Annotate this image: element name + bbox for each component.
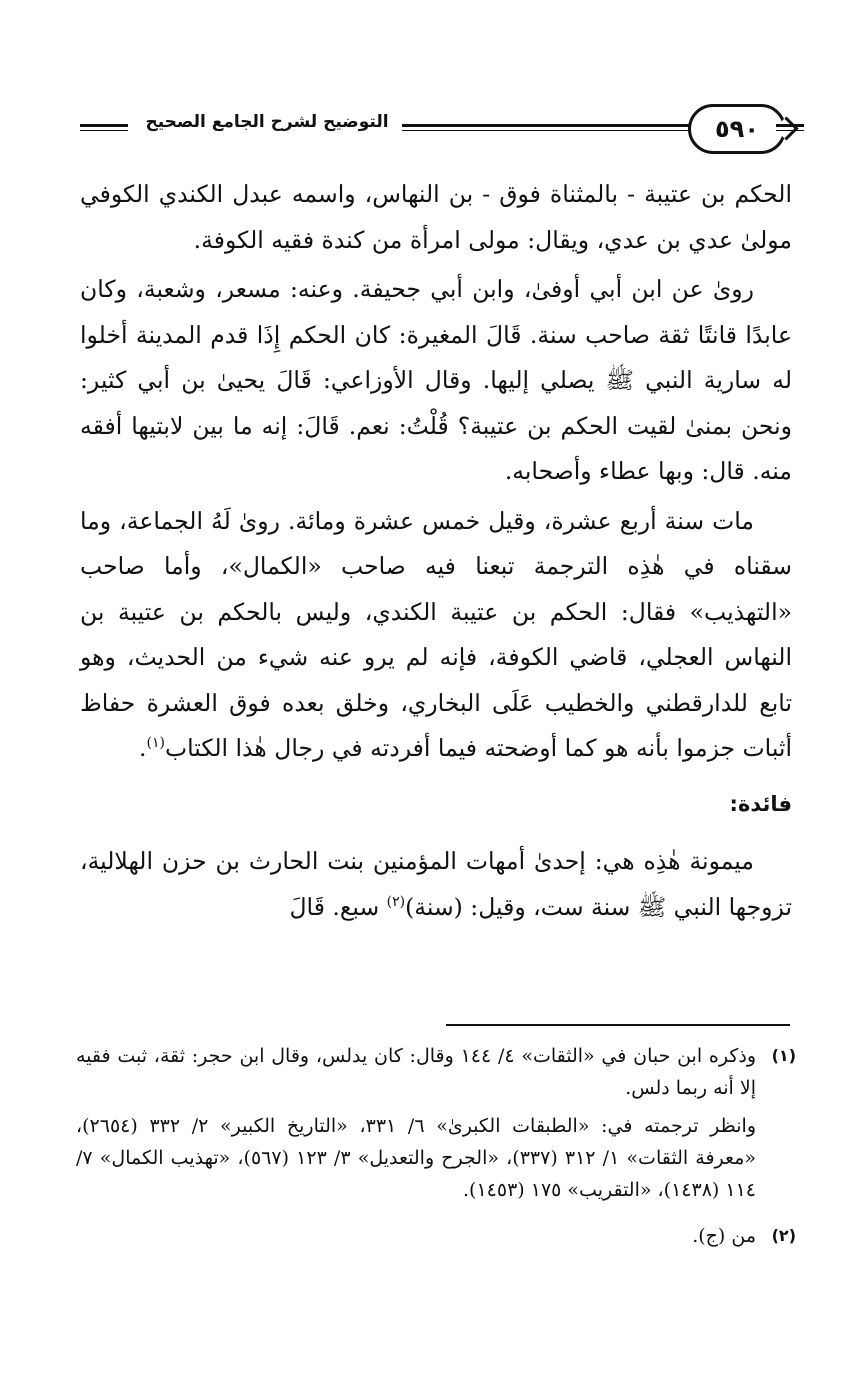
paragraph-4-end: سبع. قَالَ [289, 892, 387, 921]
paragraph-3 [80, 499, 792, 772]
footnote-ref-1[interactable]: (١) [146, 735, 165, 752]
footnotes [76, 1040, 796, 1266]
footnote-paragraph: وانظر ترجمته في: «الطبقات الكبرىٰ» ٦/ ٣٣١، «التاريخ الكبير» ٢/ ٣٣٢ (٢٦٥٤)، «معرفة الثقات» ١/ ٣١٢ (٣٣٧)، «الجرح والتعديل» ٣/ ١٢٣ (٥٦٧)، «تهذيب الكمال» ٧/ ١١٤ (١٤٣٨)، «التقريب» ١٧٥ (١٤٥٣). [76, 1115, 757, 1201]
paragraph-1: الحكم بن عتيبة - بالمثناة فوق - بن النهاس، واسمه عبدل الكندي الكوفي مولىٰ عدي بن عدي، ويقال: مولى امرأة من كندة فقيه الكوفة. [80, 180, 792, 254]
footnote-number: (٢) [771, 1226, 796, 1245]
running-title: التوضيح لشرح الجامع الصحيح [145, 112, 389, 132]
footnote-ref-2[interactable]: (٢) [386, 893, 406, 910]
header-rule-middle [402, 124, 708, 131]
paragraph-2: رویٰ عن ابن أبي أوفیٰ، وابن أبي جحيفة. وعنه: مسعر، وشعبة، وكان عابدًا قانتًا ثقة صاحب سنة. قَالَ المغيرة: كان الحكم إِذَا قدم المدينة أخلوا له سارية النبي ﷺ يصلي إليها. وقال الأوزاعي: قَالَ يحيىٰ بن أبي كثير: ونحن بمنىٰ لقيت الحكم بن عتيبة؟ قُلْتُ: نعم. قَالَ: إنه ما بين لابتيها أفقه منه. قال: وبها عطاء وأصحابه. [80, 275, 792, 485]
footnote-number: (١) [771, 1046, 796, 1065]
main-text [80, 172, 792, 934]
footnote-separator [446, 1024, 790, 1026]
footnote-body [76, 1220, 756, 1258]
footnote-1 [76, 1040, 796, 1212]
footnote-paragraph: من (ج). [692, 1225, 756, 1247]
footnote-paragraph: وذكره ابن حبان في «الثقات» ٤/ ١٤٤ وقال: كان يدلس، وقال ابن حجر: ثقة، ثبت فقيه إلا أنه ربما دلس. [76, 1045, 756, 1099]
page-header [80, 100, 800, 156]
header-rule-left [80, 124, 128, 131]
paragraph-3-text: مات سنة أربع عشرة، وقيل خمس عشرة ومائة. رویٰ لَهُ الجماعة، وما سقناه في هٰذِه الترجمة تبعنا فيه صاحب «الكمال»، وأما صاحب «التهذيب» فقال: الحكم بن عتيبة الكندي، وليس بالحكم بن عتيبة بن النهاس العجلي، قاضي الكوفة، فإنه لم يرو عنه شيء من الحديث، وهو تابع للدارقطني والخطيب عَلَى البخاري، وخلق بعده فوق العشرة حفاظ أثبات جزموا بأنه هو كما أوضحته فيما أفردته في رجال هٰذا الكتاب [80, 506, 792, 762]
section-heading: فائدة: [729, 791, 792, 816]
footnote-body [76, 1040, 756, 1212]
header-rule-right [776, 124, 804, 131]
page-number: ٥٩٠ [715, 115, 759, 143]
paragraph-4-text: ميمونة هٰذِه هي: إحدىٰ أمهات المؤمنين بنت الحارث بن حزن الهلالية، تزوجها النبي ﷺ سنة ست، وقيل: (سنة) [80, 847, 792, 921]
paragraph-4 [80, 839, 792, 930]
footnote-2 [76, 1220, 796, 1258]
page-number-badge [688, 104, 786, 154]
paragraph-3-end: . [139, 734, 147, 762]
